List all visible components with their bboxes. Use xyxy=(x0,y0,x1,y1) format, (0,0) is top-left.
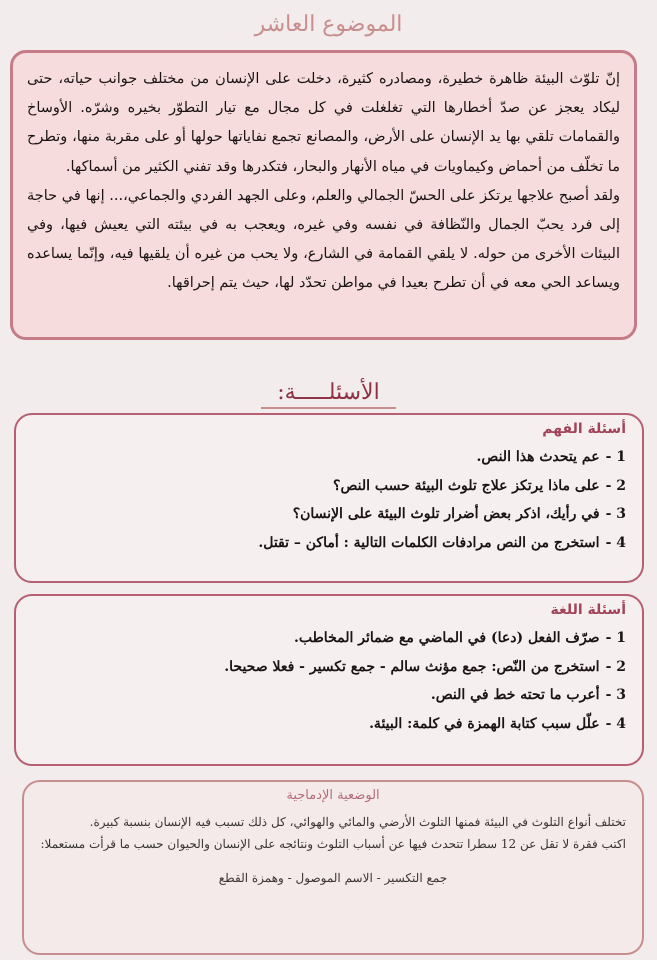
language-title: أسئلة اللغة xyxy=(550,602,626,618)
reading-passage xyxy=(10,50,637,340)
integration-materials: جمع التكسير - الاسم الموصول - وهمزة القطع xyxy=(218,871,448,885)
question-number: 4 - xyxy=(605,715,626,732)
comprehension-question-1 xyxy=(32,443,626,472)
question-number: 1 - xyxy=(605,630,626,646)
question-number: 2 - xyxy=(605,477,626,494)
question-text: أعرب ما تحته خط في النص. xyxy=(430,687,600,704)
question-number: 4 - xyxy=(605,534,626,551)
question-text: استخرج من النّص: جمع مؤنث سالم - جمع تكسير - فعلا صحيحا. xyxy=(224,658,600,675)
language-question-2 xyxy=(32,653,626,682)
question-number: 2 - xyxy=(605,658,626,675)
question-number: 3 - xyxy=(605,687,626,704)
questions-heading xyxy=(0,380,657,405)
page-title: الموضوع العاشر xyxy=(254,12,403,37)
language-question-1 xyxy=(32,624,626,653)
questions-heading-text: الأسئلـــــة: xyxy=(261,380,395,409)
question-text: عم يتحدث هذا النص. xyxy=(476,449,600,465)
comprehension-title: أسئلة الفهم xyxy=(542,421,626,437)
question-text: على ماذا يرتكز علاج تلوث البيئة حسب النص؟ xyxy=(333,477,600,494)
integration-title: الوضعية الإدماجية xyxy=(286,788,380,803)
comprehension-question-4 xyxy=(32,529,626,558)
question-text: صرّف الفعل (دعا) في الماضي مع ضمائر المخاطب. xyxy=(294,630,600,646)
comprehension-question-3 xyxy=(32,500,626,529)
question-text: علّل سبب كتابة الهمزة في كلمة: البيئة. xyxy=(369,715,600,732)
question-text: استخرج من النص مرادفات الكلمات التالية : أماكن – تقتل. xyxy=(258,534,600,551)
passage-paragraph-1: إنّ تلوّث البيئة ظاهرة خطيرة، ومصادره كثيرة، دخلت على الإنسان من مختلف جوانب حياته، حتى ليكاد يعجز عن صدّ أخطارها التي تغلغلت في كل مجال مع تيار التطوّر بخيره وشرّه. الأوساخ والقمامات تلقي بها يد الإنسان على الأرض، والمصانع تجمع نفاياتها حولها أو على مقربة منها، وتطرح ما تخلّف من أحماض وكيماويات في مياه الأنهار والبحار، فتكدرها وقد تفني الكثير من أسماكها. xyxy=(27,71,620,175)
comprehension-list xyxy=(32,443,626,557)
question-number: 3 - xyxy=(605,506,626,523)
language-questions-box xyxy=(14,594,644,766)
integration-line-2: اكتب فقرة لا تقل عن 12 سطرا تتحدث فيها عن أسباب التلوث ونتائجه على الإنسان والحيوان حسب ما قرأت مستعملا: xyxy=(40,837,626,851)
comprehension-questions-box xyxy=(14,413,644,583)
language-question-3 xyxy=(32,681,626,710)
integration-task-box xyxy=(22,780,644,955)
language-question-4 xyxy=(32,710,626,739)
question-number: 1 - xyxy=(605,449,626,465)
question-text: في رأيك، اذكر بعض أضرار تلوث البيئة على الإنسان؟ xyxy=(292,506,600,523)
comprehension-question-2 xyxy=(32,472,626,501)
integration-line-1: تختلف أنواع التلوث في البيئة فمنها التلوث الأرضي والمائي والهوائي، كل ذلك تسبب فيه الإنسان بنسبة كبيرة. xyxy=(89,815,626,829)
language-list xyxy=(32,624,626,738)
passage-paragraph-2: ولقد أصبح علاجها يرتكز على الحسّ الجمالي والعلم، وعلى الجهد الفردي والجماعي،... إنها في حاجة إلى فرد يحبّ الجمال والنّظافة في نفسه وفي غيره، ويعجب به في بيئته التي يعيش فيها، وفي البيئات الأخرى من حوله. لا يلقي القمامة في الشارع، ولا يحب من غيره أن يلقيها فيه، وإنّما يساعده ويساعد الحي معه في أن تطرح بعيدا في مواطن تحدّد لها، حيث يتم إحراقها. xyxy=(27,187,620,292)
